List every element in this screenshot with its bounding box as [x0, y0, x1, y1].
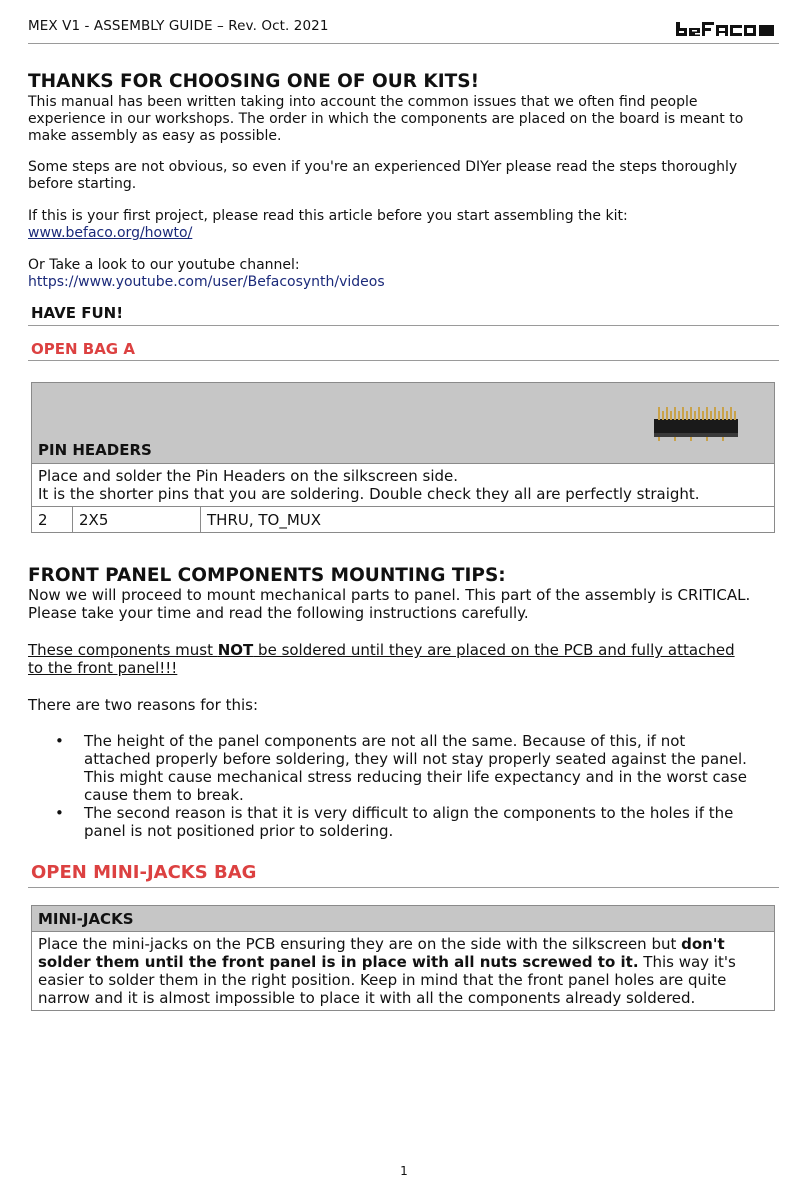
have-fun-heading: HAVE FUN!	[31, 304, 124, 322]
front-panel-heading: FRONT PANEL COMPONENTS MOUNTING TIPS:	[28, 565, 506, 586]
ref-cell: THRU, TO_MUX	[201, 507, 775, 533]
reasons-intro: There are two reasons for this:	[28, 696, 259, 714]
pin-headers-description: Place and solder the Pin Headers on the silkscreen side. It is the shorter pins that you are soldering. Double check they all are perfectly straight.	[32, 464, 775, 507]
reasons-list	[28, 732, 798, 840]
bullet-icon: •	[55, 804, 64, 822]
befaco-logo	[676, 19, 776, 39]
youtube-link[interactable]: https://www.youtube.com/user/Befacosynth/videos	[28, 274, 385, 290]
bag-a-divider	[28, 360, 779, 361]
front-panel-intro: Now we will proceed to mount mechanical parts to panel. This part of the assembly is CRITICAL. Please take your time and read the following instructions carefully.	[28, 586, 751, 622]
pin-headers-table	[31, 382, 775, 533]
table-row	[32, 507, 775, 533]
document-header-title: MEX V1 - ASSEMBLY GUIDE – Rev. Oct. 2021	[28, 18, 329, 34]
page-number: 1	[400, 1164, 408, 1178]
value-cell: 2X5	[73, 507, 201, 533]
pin-header-image	[652, 403, 740, 443]
header-divider	[28, 43, 779, 44]
intro-paragraph-1: This manual has been written taking into account the common issues that we often find people experience in our workshops. The order in which the components are placed on the board is meant to make assembly as easy as possible.	[28, 94, 744, 144]
intro-paragraph-2: Some steps are not obvious, so even if you're an experienced DIYer please read the steps thoroughly before starting.	[28, 159, 738, 192]
pin-headers-title-cell	[32, 383, 775, 464]
list-item: • The height of the panel components are not all the same. Because of this, if not attached properly before soldering, they will not stay properly seated against the panel. This might cause mechanical stress reducing their life expectancy and in the worst case cause them to break.	[55, 732, 747, 804]
qty-cell: 2	[32, 507, 73, 533]
minijacks-description: Place the mini-jacks on the PCB ensuring they are on the side with the silkscreen but don't solder them until the front panel is in place with all nuts screwed to it. This way it's easier to solder them in the right position. Keep in mind that the front panel holes are quite narrow and it is almost impossible to place it with all the components already soldered.	[32, 932, 775, 1011]
open-bag-a-heading: OPEN BAG A	[31, 340, 135, 358]
intro-paragraph-3: If this is your first project, please read this article before you start assembling the kit: www.befaco.org/howto/	[28, 208, 628, 241]
minijacks-table	[31, 905, 775, 1011]
minijacks-title: MINI-JACKS	[32, 906, 775, 932]
intro-heading: THANKS FOR CHOOSING ONE OF OUR KITS!	[28, 71, 480, 92]
minijacks-divider	[28, 887, 779, 888]
list-item: • The second reason is that it is very difficult to align the components to the holes if the panel is not positioned prior to soldering.	[55, 804, 734, 840]
logo-text: befaco	[676, 19, 680, 20]
front-panel-warning: These components must NOT be soldered until they are placed on the PCB and fully attached to the front panel!!!	[28, 641, 735, 677]
open-minijacks-heading: OPEN MINI-JACKS BAG	[31, 862, 257, 883]
pin-headers-title: PIN HEADERS	[38, 441, 152, 459]
intro-paragraph-4: Or Take a look to our youtube channel: https://www.youtube.com/user/Befacosynth/videos	[28, 257, 385, 290]
bullet-icon: •	[55, 732, 64, 750]
howto-link[interactable]: www.befaco.org/howto/	[28, 225, 193, 241]
have-fun-divider	[28, 325, 779, 326]
